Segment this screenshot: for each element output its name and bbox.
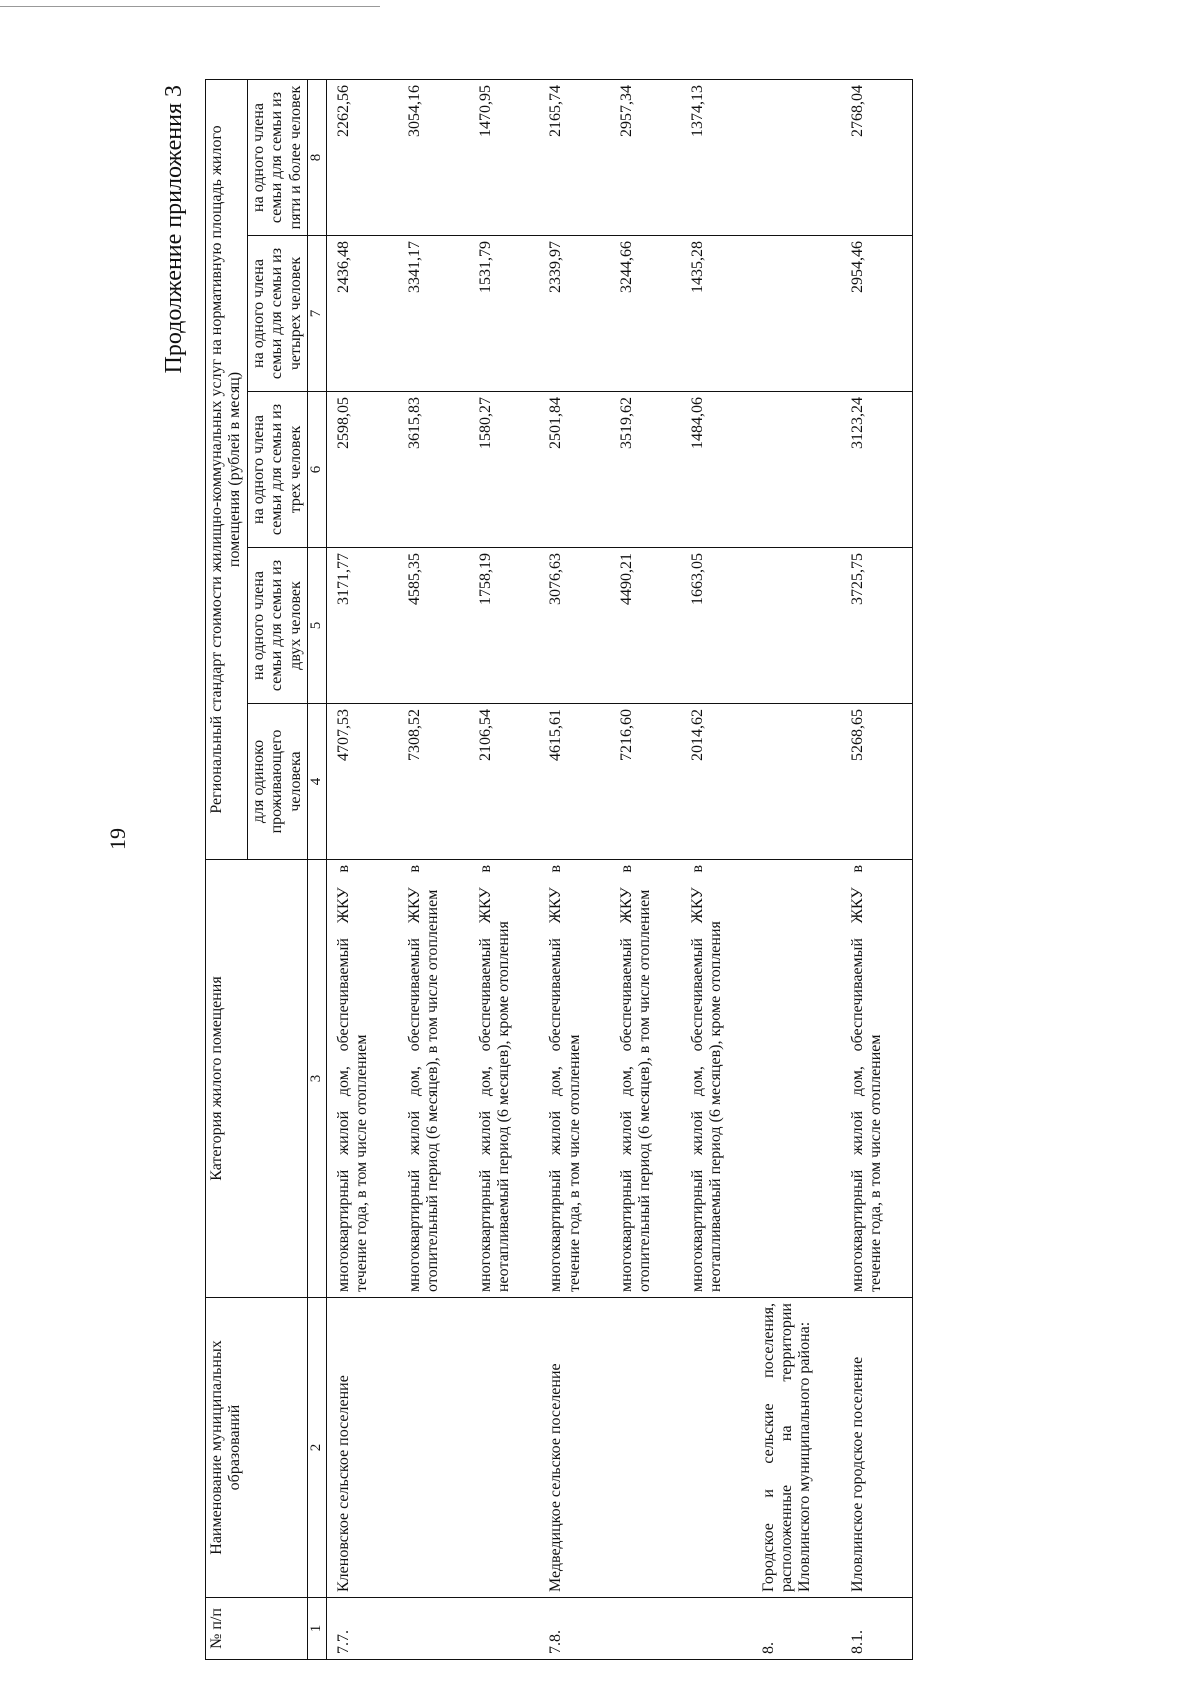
value-family-5plus — [752, 80, 841, 236]
table-row — [326, 80, 397, 1660]
value-single: 4707,53 — [326, 704, 397, 860]
value-family-2: 3076,63 — [539, 548, 610, 704]
column-number: 4 — [307, 704, 326, 860]
column-numbers-row — [307, 80, 326, 1660]
value-family-4: 2954,46 — [841, 236, 912, 392]
scan-edge-line — [0, 6, 380, 7]
municipality-name: Иловлинское городское поселение — [841, 1298, 912, 1598]
header-family-5plus: на одного члена семьи для семьи из пяти и более человек — [247, 80, 307, 236]
value-family-3: 3519,62 — [610, 392, 681, 548]
table-header — [206, 80, 327, 1660]
value-family-2: 4490,21 — [610, 548, 681, 704]
housing-category: многоквартирный жилой дом, обеспечиваемый ЖКУ в неотапливаемый период (6 месяцев), кроме отопления — [469, 860, 540, 1298]
value-family-2: 3171,77 — [326, 548, 397, 704]
row-number: 7.7. — [326, 1598, 397, 1660]
housing-category: многоквартирный жилой дом, обеспечиваемый ЖКУ в отопительный период (6 месяцев), в том числе отоплением — [610, 860, 681, 1298]
row-number: 8. — [752, 1598, 841, 1660]
value-family-3: 2598,05 — [326, 392, 397, 548]
value-single — [752, 704, 841, 860]
municipality-name: Медведицкое сельское поселение — [539, 1298, 610, 1598]
value-family-5plus: 3054,16 — [398, 80, 469, 236]
row-number: 8.1. — [841, 1598, 912, 1660]
value-family-4: 3244,66 — [610, 236, 681, 392]
value-family-3: 3615,83 — [398, 392, 469, 548]
continuation-title: Продолжение приложения 3 — [161, 85, 187, 374]
value-family-5plus: 1470,95 — [469, 80, 540, 236]
row-number — [681, 1598, 752, 1660]
housing-category: многоквартирный жилой дом, обеспечиваемый ЖКУ в течение года, в том числе отоплением — [539, 860, 610, 1298]
column-number: 5 — [307, 548, 326, 704]
table-row — [841, 80, 912, 1660]
column-number: 3 — [307, 860, 326, 1298]
value-family-2: 3725,75 — [841, 548, 912, 704]
value-family-3 — [752, 392, 841, 548]
table-row — [610, 80, 681, 1660]
value-family-4: 1531,79 — [469, 236, 540, 392]
column-number: 6 — [307, 392, 326, 548]
header-family-4: на одного члена семьи для семьи из четырех человек — [247, 236, 307, 392]
value-single: 7308,52 — [398, 704, 469, 860]
housing-category: многоквартирный жилой дом, обеспечиваемый ЖКУ в отопительный период (6 месяцев), в том числе отоплением — [398, 860, 469, 1298]
table-row — [752, 80, 841, 1660]
table-row — [681, 80, 752, 1660]
municipality-name: Городское и сельские поселения, расположенные на территории Иловлинского муниципального района: — [752, 1298, 841, 1598]
table-body — [326, 80, 912, 1660]
column-number: 2 — [307, 1298, 326, 1598]
value-single: 7216,60 — [610, 704, 681, 860]
value-family-2: 1663,05 — [681, 548, 752, 704]
value-family-2: 1758,19 — [469, 548, 540, 704]
value-family-4: 2339,97 — [539, 236, 610, 392]
column-number: 7 — [307, 236, 326, 392]
row-number: 7.8. — [539, 1598, 610, 1660]
value-single: 5268,65 — [841, 704, 912, 860]
value-family-5plus: 1374,13 — [681, 80, 752, 236]
table-row — [469, 80, 540, 1660]
housing-category: многоквартирный жилой дом, обеспечиваемый ЖКУ в течение года, в том числе отоплением — [841, 860, 912, 1298]
housing-standard-table — [205, 79, 913, 1660]
municipality-name: Кленовское сельское поселение — [326, 1298, 397, 1598]
municipality-name — [398, 1298, 469, 1598]
value-family-2: 4585,35 — [398, 548, 469, 704]
value-family-3: 2501,84 — [539, 392, 610, 548]
value-single: 4615,61 — [539, 704, 610, 860]
value-family-3: 3123,24 — [841, 392, 912, 548]
value-family-4: 2436,48 — [326, 236, 397, 392]
value-family-4 — [752, 236, 841, 392]
column-number: 1 — [307, 1598, 326, 1660]
row-number — [469, 1598, 540, 1660]
row-number — [398, 1598, 469, 1660]
value-single: 2014,62 — [681, 704, 752, 860]
header-category: Категория жилого помещения — [206, 860, 308, 1298]
municipality-name — [469, 1298, 540, 1598]
rotated-document-page — [25, 40, 1125, 1690]
value-family-5plus: 2262,56 — [326, 80, 397, 236]
value-family-3: 1580,27 — [469, 392, 540, 548]
municipality-name — [610, 1298, 681, 1598]
column-number: 8 — [307, 80, 326, 236]
header-name: Наименование муниципальных образований — [206, 1298, 308, 1598]
housing-category: многоквартирный жилой дом, обеспечиваемый ЖКУ в течение года, в том числе отоплением — [326, 860, 397, 1298]
table-row — [398, 80, 469, 1660]
value-family-4: 1435,28 — [681, 236, 752, 392]
value-single: 2106,54 — [469, 704, 540, 860]
value-family-3: 1484,06 — [681, 392, 752, 548]
value-family-5plus: 2165,74 — [539, 80, 610, 236]
value-family-4: 3341,17 — [398, 236, 469, 392]
value-family-2 — [752, 548, 841, 704]
header-standard-group: Региональный стандарт стоимости жилищно-коммунальных услуг на нормативную площадь жилого помещения (рублей в месяц) — [206, 80, 248, 860]
value-family-5plus: 2768,04 — [841, 80, 912, 236]
table-row — [539, 80, 610, 1660]
header-single: для одиноко проживающего человека — [247, 704, 307, 860]
housing-category: многоквартирный жилой дом, обеспечиваемый ЖКУ в неотапливаемый период (6 месяцев), кроме отопления — [681, 860, 752, 1298]
page-number: 19 — [105, 828, 130, 850]
header-family-2: на одного члена семьи для семьи из двух человек — [247, 548, 307, 704]
row-number — [610, 1598, 681, 1660]
header-num: № п/п — [206, 1598, 308, 1660]
header-family-3: на одного члена семьи для семьи из трех человек — [247, 392, 307, 548]
municipality-name — [681, 1298, 752, 1598]
housing-category — [752, 860, 841, 1298]
value-family-5plus: 2957,34 — [610, 80, 681, 236]
